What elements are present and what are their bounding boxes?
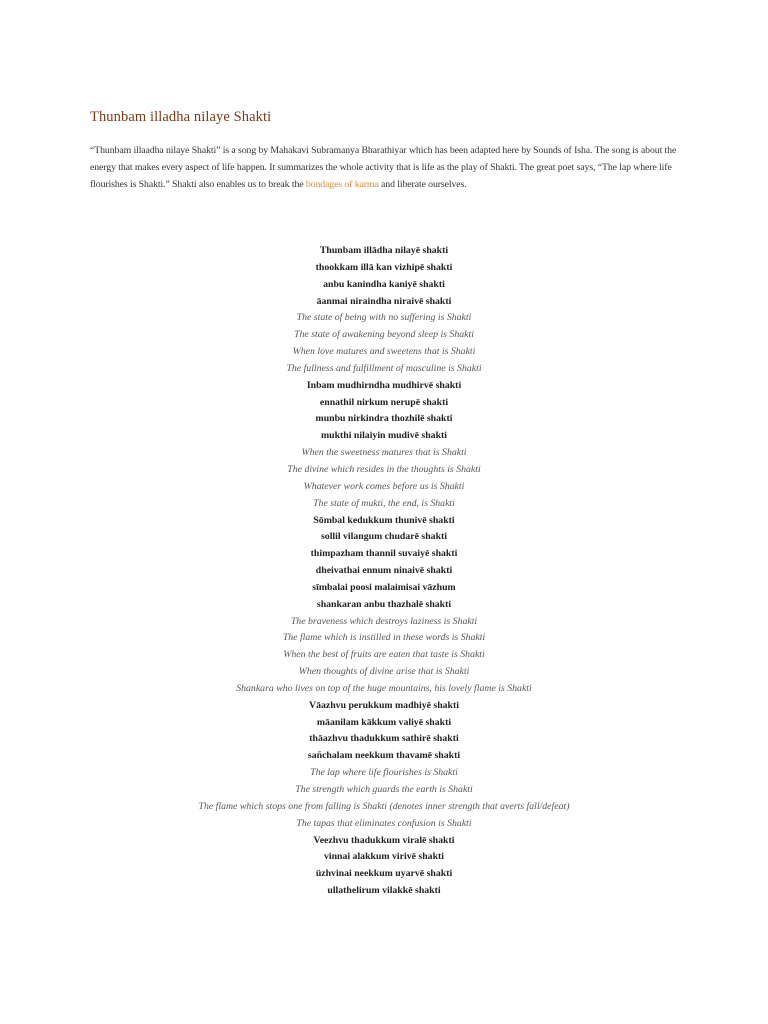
- lyric-line: Sōmbal kedukkum thunivē shakti: [313, 514, 455, 526]
- lyric-line: thāazhvu thadukkum sathirē shakti: [309, 733, 459, 745]
- song-lyrics: [0, 243, 768, 900]
- translation-line: The lap where life flourishes is Shakti: [310, 767, 458, 779]
- translation-line: When thoughts of divine arise that is Shakti: [298, 666, 470, 678]
- lyric-line: anbu kanindha kaniyē shakti: [323, 278, 445, 290]
- translation-line: Shankara who lives on top of the huge mountains, his lovely flame is Shakti: [236, 682, 532, 694]
- intro-text-start: “Thunbam illaadha nilaye Shakti” is a song by Mahakavi Subramanya Bharathiyar which has been adapted here by Sounds of Isha. The song is about the energy that makes every aspect of life happen. It summarizes the whole activity that is life as the play of Shakti. The great poet says, “The lap where life flourishes is Shakti.” Shakti also enables us to break the: [90, 145, 677, 190]
- lyric-line: Veezhvu thadukkum viralē shakti: [313, 834, 455, 846]
- translation-line: The braveness which destroys laziness is Shakti: [290, 615, 478, 627]
- translation-line: The strength which guards the earth is Shakti: [295, 784, 473, 795]
- lyric-line: sīmbalai poosi malaimisai vāzhum: [312, 581, 456, 593]
- translation-line: The state of awakening beyond sleep is Shakti: [294, 329, 474, 341]
- lyric-line: sañchalam neekkum thavamē shakti: [307, 750, 461, 762]
- lyric-line: munbu nirkindra thozhilē shakti: [315, 413, 453, 425]
- lyric-line: āanmai niraindha niraivē shakti: [316, 295, 452, 307]
- lyric-line: vinnai alakkum virivē shakti: [323, 851, 445, 863]
- lyric-line: thimpazham thannil suvaiyē shakti: [310, 548, 458, 560]
- translation-line: The divine which resides in the thoughts is Shakti: [287, 463, 481, 475]
- lyric-line: ullathelirum vilakkē shakti: [327, 885, 441, 897]
- translation-line: The flame which is instilled in these words is Shakti: [282, 632, 486, 644]
- lyric-line: Thunbam illādha nilayē shakti: [319, 245, 449, 256]
- lyric-line: ūzhvinai neekkum uyarvē shakti: [315, 868, 453, 880]
- translation-line: When the sweetness matures that is Shakti: [301, 447, 467, 459]
- lyric-line: thookkam illā kan vizhipē shakti: [315, 261, 453, 273]
- lyric-line: shankaran anbu thazhalē shakti: [316, 598, 452, 610]
- lyric-line: mukthi nilaiyin mudivē shakti: [320, 430, 448, 442]
- bondages-of-karma-link[interactable]: bondages of karma: [305, 179, 379, 190]
- translation-line: The state of being with no suffering is Shakti: [296, 312, 472, 324]
- lyric-line: sollil vilangum chudarē shakti: [320, 531, 448, 543]
- translation-line: The state of mukti, the end, is Shakti: [313, 497, 455, 509]
- lyric-line: Inbam mudhirndha mudhirvē shakti: [306, 379, 462, 391]
- translation-line: The tapas that eliminates confusion is Shakti: [296, 817, 472, 829]
- translation-line: Whatever work comes before us is Shakti: [303, 480, 465, 492]
- lyric-line: māanilam kākkum valiyē shakti: [316, 716, 452, 728]
- translation-line: When the best of fruits are eaten that taste is Shakti: [283, 649, 485, 661]
- translation-line: The flame which stops one from falling is Shakti (denotes inner strength that averts fall/defeat): [198, 800, 570, 812]
- intro-paragraph: [90, 142, 690, 193]
- lyric-line: ennathil nirkum nerupē shakti: [319, 396, 449, 408]
- intro-text-end: and liberate ourselves.: [378, 179, 467, 190]
- lyric-line: dheivathai ennum ninaivē shakti: [315, 565, 453, 577]
- translation-line: When love matures and sweetens that is Shakti: [292, 346, 476, 358]
- page-title: Thunbam illadha nilaye Shakti: [90, 109, 272, 125]
- translation-line: The fullness and fulfillment of masculine is Shakti: [286, 362, 482, 374]
- lyric-line: Vāazhvu perukkum madhiyē shakti: [309, 699, 459, 711]
